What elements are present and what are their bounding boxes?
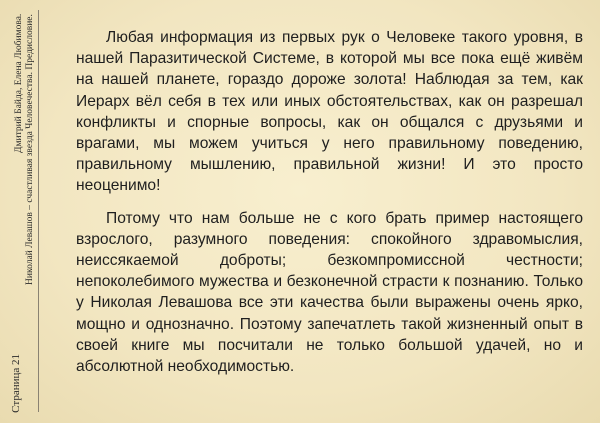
book-subtitle: Николай Левашов – счастливая звезда Человечества. Предисловие.: [25, 14, 35, 285]
sidebar-divider: [38, 10, 39, 412]
page-sidebar: [0, 0, 62, 423]
paragraph-1: Любая информация из первых рук о Человеке такого уровня, в нашей Паразитической Системе, в которой мы все пока ещё живём на нашей планете, гораздо дороже золота! Наблюдая за тем, как Иерарх вёл себя в тех или иных обстоятельствах, как он разрешал конфликты и спорные вопросы, как он общался с друзьями и врагами, мы можем учиться у него правильному поведению, правильному мышлению, правильной жизни! И это просто неоценимо!: [76, 29, 583, 195]
authors-line: Дмитрий Байда, Елена Любимова.: [14, 14, 24, 154]
main-text: [76, 27, 583, 377]
page-number: Страница 21: [10, 354, 22, 413]
paragraph-2: Потому что нам больше не с кого брать пример настоящего взрослого, разумного поведения: спокойного здравомыслия, неиссякаемой доброты; безкомпромиссной честности; непоколебимого мужества и безконечной страсти к познанию. Только у Николая Левашова все эти качества были выражены очень ярко, мощно и однозначно. Поэтому запечатлеть такой жизненный опыт в своей книге мы посчитали не только большой удачей, но и абсолютной необходимостью.: [76, 209, 583, 376]
